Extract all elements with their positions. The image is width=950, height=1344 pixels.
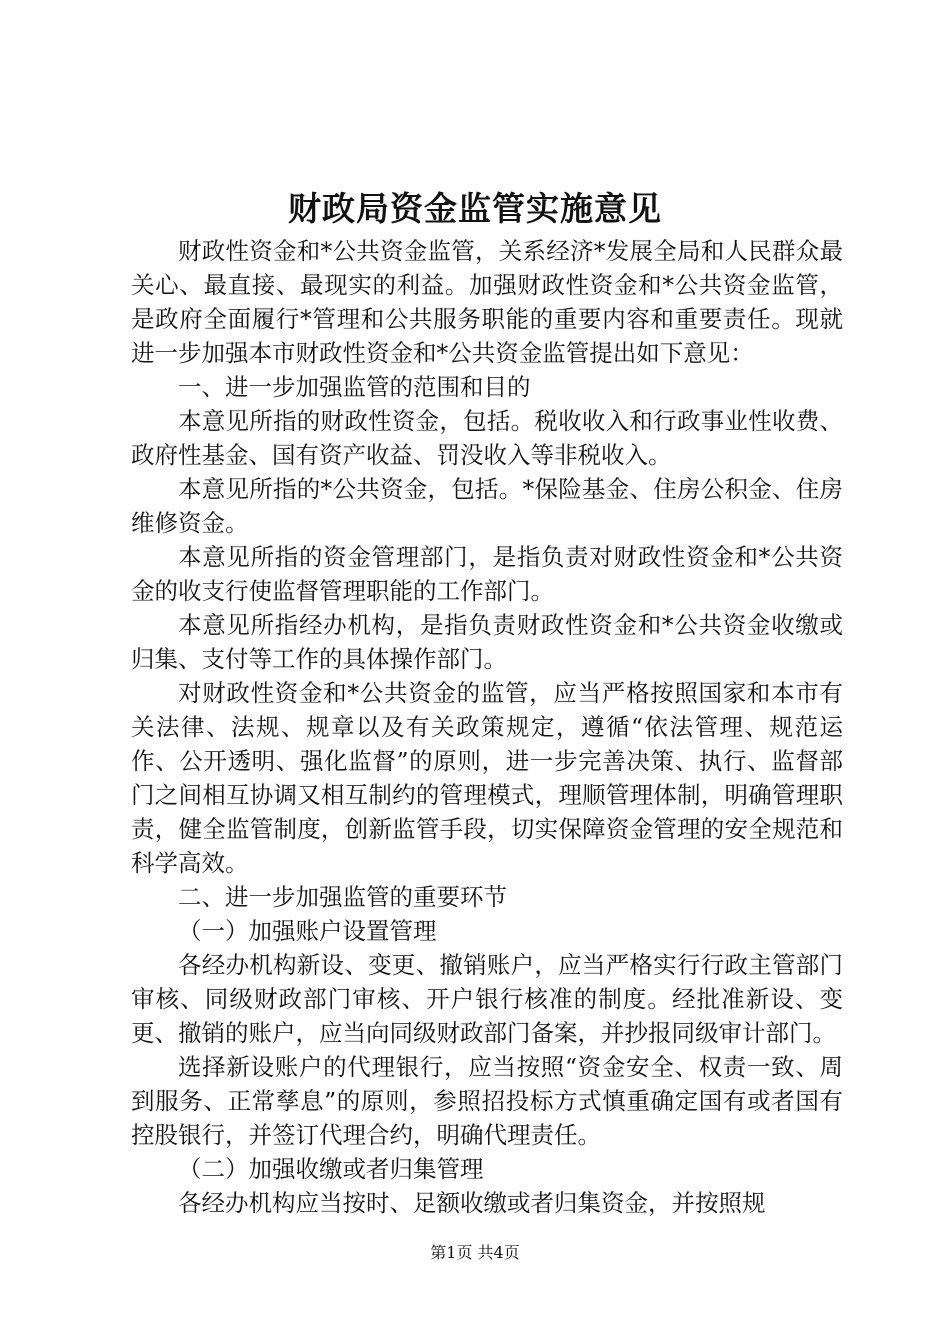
page-footer: 第1页 共4页 (430, 1243, 520, 1262)
document-title: 财政局资金监管实施意见 (288, 189, 662, 228)
paragraph: 本意见所指的财政性资金，包括。税收收入和行政事业性收费、政府性基金、国有资产收益、罚没收入等非税收入。 (131, 407, 843, 469)
section-heading-1: 一、进一步加强监管的范围和目的 (178, 373, 531, 401)
document-body (131, 234, 843, 1220)
paragraph: 选择新设账户的代理银行，应当按照“资金安全、权责一致、周到服务、正常孳息”的原则，参照招投标方式慎重确定国有或者国有控股银行，并签订代理合约，明确代理责任。 (131, 1053, 843, 1149)
subsection-heading-2: （二）加强收缴或者归集管理 (178, 1155, 484, 1183)
paragraph-intro: 财政性资金和*公共资金监管，关系经济*发展全局和人民群众最关心、最直接、最现实的利益。加强财政性资金和*公共资金监管，是政府全面履行*管理和公共服务职能的重要内容和重要责任。现就进一步加强本市财政性资金和*公共资金监管提出如下意见： (131, 237, 843, 367)
paragraph: 本意见所指的*公共资金，包括。*保险基金、住房公积金、住房维修资金。 (131, 475, 843, 537)
subsection-heading-1: （一）加强账户设置管理 (178, 917, 437, 945)
paragraph: 对财政性资金和*公共资金的监管，应当严格按照国家和本市有关法律、法规、规章以及有关政策规定，遵循“依法管理、规范运作、公开透明、强化监督”的原则，进一步完善决策、执行、监督部门之间相互协调又相互制约的管理模式，理顺管理体制，明确管理职责，健全监管制度，创新监管手段，切实保障资金管理的安全规范和科学高效。 (131, 679, 843, 877)
paragraph: 各经办机构新设、变更、撤销账户，应当严格实行行政主管部门审核、同级财政部门审核、开户银行核准的制度。经批准新设、变更、撤销的账户，应当向同级财政部门备案，并抄报同级审计部门。 (131, 951, 843, 1047)
paragraph: 本意见所指的资金管理部门，是指负责对财政性资金和*公共资金的收支行使监督管理职能的工作部门。 (131, 543, 843, 605)
paragraph: 各经办机构应当按时、足额收缴或者归集资金，并按照规 (178, 1189, 766, 1217)
paragraph: 本意见所指经办机构，是指负责财政性资金和*公共资金收缴或归集、支付等工作的具体操作部门。 (131, 611, 843, 673)
section-heading-2: 二、进一步加强监管的重要环节 (178, 883, 507, 911)
